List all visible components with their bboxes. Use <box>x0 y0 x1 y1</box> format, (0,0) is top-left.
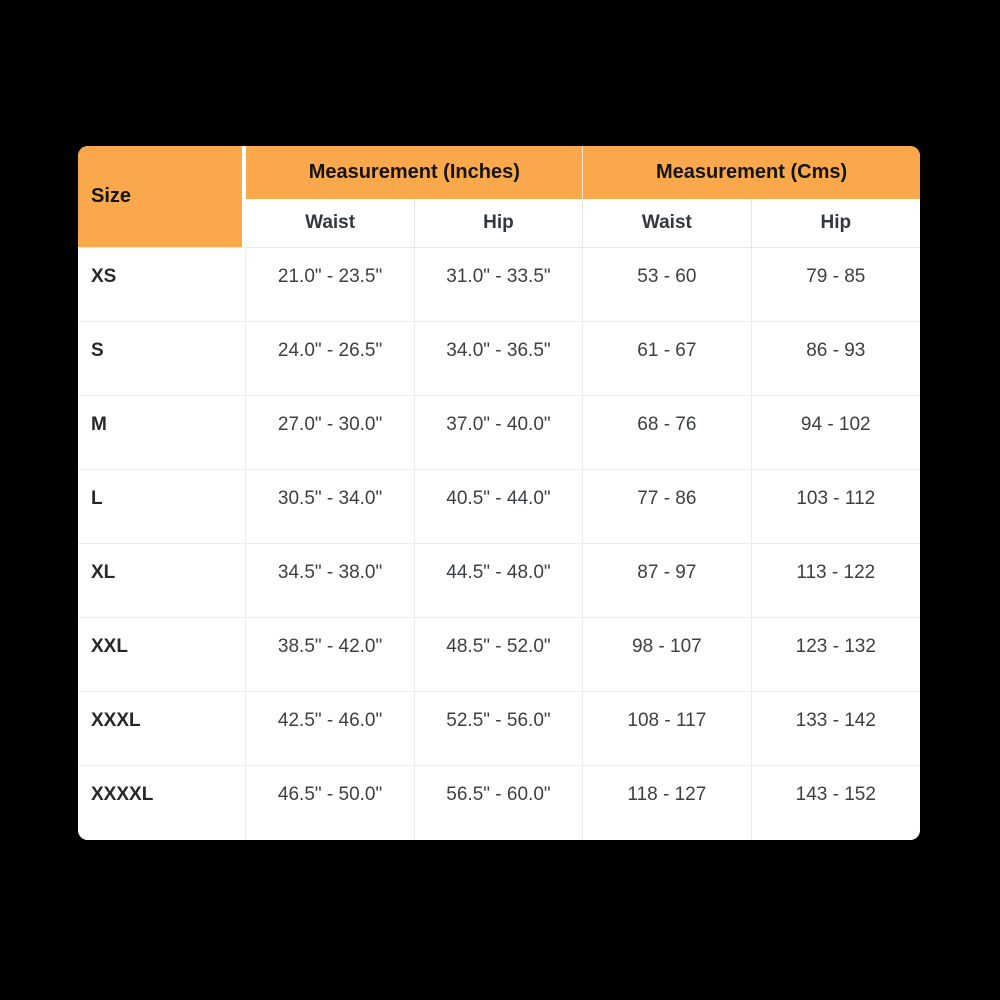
waist-inches-cell: 34.5" - 38.0" <box>246 544 414 618</box>
size-cell: XXXL <box>78 692 246 766</box>
subheader-waist-inches: Waist <box>246 199 414 248</box>
subheader-hip-inches: Hip <box>415 199 583 248</box>
waist-cms-cell: 108 - 117 <box>583 692 751 766</box>
group-header-measurement-cms: Measurement (Cms) <box>583 146 920 199</box>
table-row-xxl <box>78 618 920 692</box>
waist-cms-cell: 77 - 86 <box>583 470 751 544</box>
hip-inches-cell: 44.5" - 48.0" <box>415 544 583 618</box>
subheader-waist-cms: Waist <box>583 199 751 248</box>
hip-cms-cell: 113 - 122 <box>752 544 920 618</box>
hip-cms-cell: 86 - 93 <box>752 322 920 396</box>
size-cell: XL <box>78 544 246 618</box>
hip-inches-cell: 56.5" - 60.0" <box>415 766 583 840</box>
waist-cms-cell: 53 - 60 <box>583 248 751 322</box>
size-cell: XXL <box>78 618 246 692</box>
table-row-l <box>78 470 920 544</box>
hip-cms-cell: 94 - 102 <box>752 396 920 470</box>
hip-cms-cell: 123 - 132 <box>752 618 920 692</box>
hip-cms-cell: 103 - 112 <box>752 470 920 544</box>
hip-cms-cell: 133 - 142 <box>752 692 920 766</box>
waist-cms-cell: 68 - 76 <box>583 396 751 470</box>
hip-inches-cell: 31.0" - 33.5" <box>415 248 583 322</box>
hip-cms-cell: 143 - 152 <box>752 766 920 840</box>
subheader-hip-cms: Hip <box>752 199 920 248</box>
size-cell: L <box>78 470 246 544</box>
hip-cms-cell: 79 - 85 <box>752 248 920 322</box>
table-row-s <box>78 322 920 396</box>
table-row-m <box>78 396 920 470</box>
waist-inches-cell: 46.5" - 50.0" <box>246 766 414 840</box>
waist-inches-cell: 21.0" - 23.5" <box>246 248 414 322</box>
waist-cms-cell: 98 - 107 <box>583 618 751 692</box>
group-header-row <box>78 146 920 199</box>
table-row-xxxl <box>78 692 920 766</box>
size-chart-card <box>78 146 920 840</box>
size-chart-table <box>78 146 920 840</box>
waist-cms-cell: 118 - 127 <box>583 766 751 840</box>
group-header-measurement-inches: Measurement (Inches) <box>246 146 583 199</box>
waist-inches-cell: 27.0" - 30.0" <box>246 396 414 470</box>
hip-inches-cell: 34.0" - 36.5" <box>415 322 583 396</box>
table-row-xl <box>78 544 920 618</box>
waist-cms-cell: 87 - 97 <box>583 544 751 618</box>
waist-cms-cell: 61 - 67 <box>583 322 751 396</box>
hip-inches-cell: 40.5" - 44.0" <box>415 470 583 544</box>
size-cell: S <box>78 322 246 396</box>
waist-inches-cell: 38.5" - 42.0" <box>246 618 414 692</box>
size-cell: M <box>78 396 246 470</box>
waist-inches-cell: 30.5" - 34.0" <box>246 470 414 544</box>
hip-inches-cell: 52.5" - 56.0" <box>415 692 583 766</box>
waist-inches-cell: 24.0" - 26.5" <box>246 322 414 396</box>
size-cell: XXXXL <box>78 766 246 840</box>
hip-inches-cell: 37.0" - 40.0" <box>415 396 583 470</box>
table-row-xxxxl <box>78 766 920 840</box>
size-cell: XS <box>78 248 246 322</box>
hip-inches-cell: 48.5" - 52.0" <box>415 618 583 692</box>
size-column-header: Size <box>78 146 246 248</box>
waist-inches-cell: 42.5" - 46.0" <box>246 692 414 766</box>
table-row-xs <box>78 248 920 322</box>
